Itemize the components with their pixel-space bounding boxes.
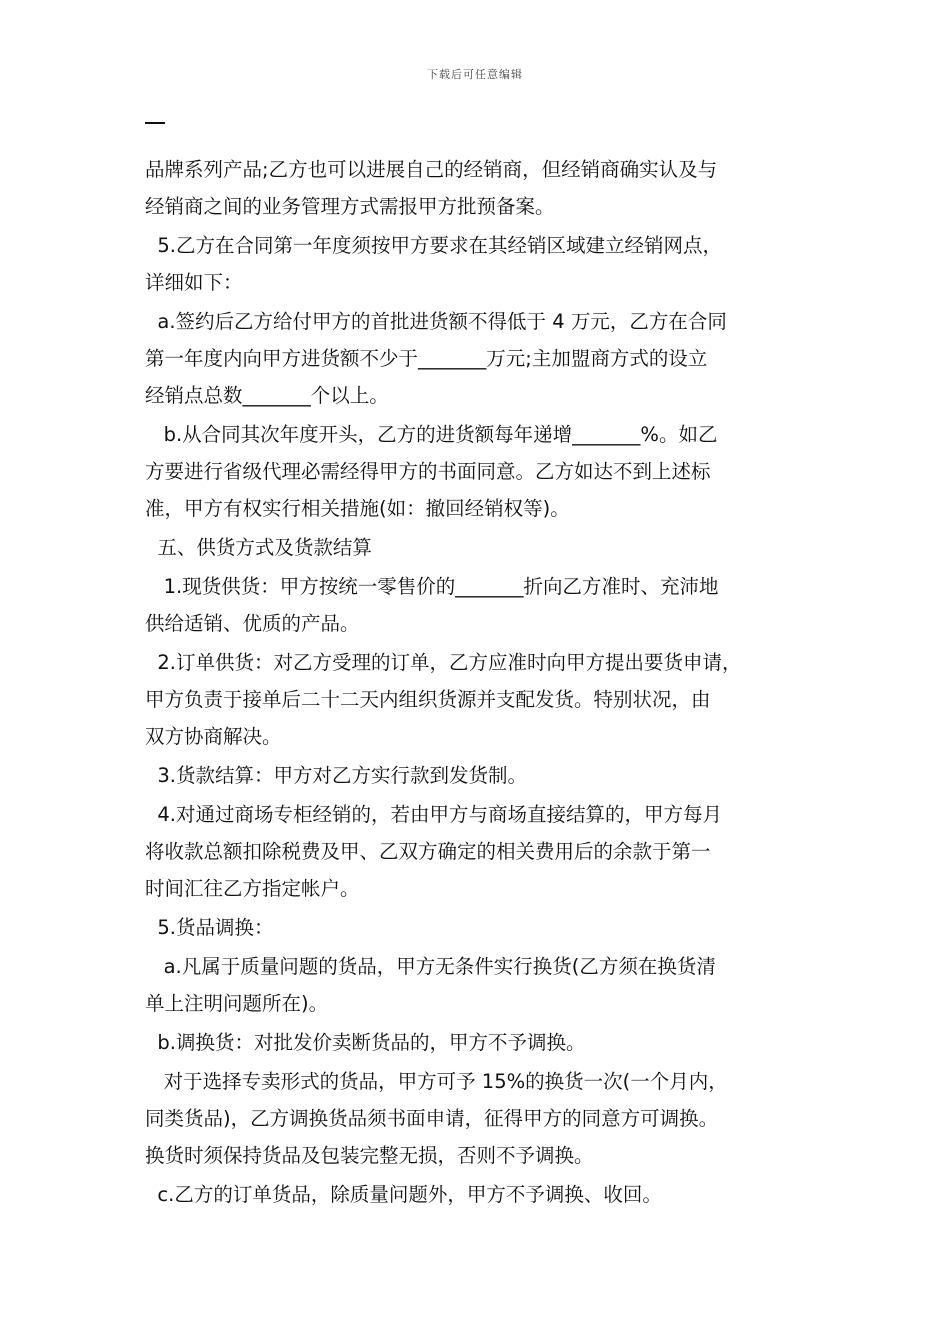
paragraph	[145, 757, 807, 794]
text-line: 3.货款结算：甲方对乙方实行款到发货制。	[145, 764, 528, 787]
text-line: 详细如下：	[145, 271, 243, 294]
text-line: b.从合同其次年度开头，乙方的进货额每年递增_______%。如乙	[145, 423, 718, 446]
paragraph	[145, 796, 807, 907]
paragraph	[145, 1176, 807, 1213]
text-line: 5.乙方在合同第一年度须按甲方要求在其经销区域建立经销网点，	[145, 234, 723, 257]
paragraph	[145, 948, 807, 1022]
text-line: 将收款总额扣除税费及甲、乙双方确定的相关费用后的余款于第一	[145, 840, 711, 863]
paragraph	[145, 227, 807, 301]
text-line: 品牌系列产品;乙方也可以进展自己的经销商，但经销商确实认及与	[145, 158, 718, 181]
text-line: 换货时须保持货品及包装完整无损，否则不予调换。	[145, 1144, 594, 1167]
document-body	[145, 151, 807, 1213]
text-line: 2.订单供货：对乙方受理的订单，乙方应准时向甲方提出要货申请，	[145, 651, 742, 674]
text-line: 经销商之间的业务管理方式需报甲方批预备案。	[145, 195, 555, 218]
paragraph	[145, 416, 807, 527]
paragraph	[145, 909, 807, 946]
text-line: c.乙方的订单货品，除质量问题外，甲方不予调换、收回。	[145, 1183, 662, 1206]
text-line: 同类货品)，乙方调换货品须书面申请，征得甲方的同意方可调换。	[145, 1107, 719, 1130]
text-line: 4.对通过商场专柜经销的，若由甲方与商场直接结算的，甲方每月	[145, 803, 723, 826]
text-line: 对于选择专卖形式的货品，甲方可予 15%的换货一次(一个月内，	[145, 1070, 728, 1093]
text-line: 时间汇往乙方指定帐户。	[145, 877, 360, 900]
page-header: 下载后可任意编辑	[427, 68, 523, 81]
text-line: 第一年度内向甲方进货额不少于_______万元;主加盟商方式的设立	[145, 347, 708, 370]
text-line: 1.现货供货：甲方按统一零售价的_______折向乙方准时、充沛地	[145, 575, 719, 598]
continuation-dash	[145, 122, 165, 124]
text-line: a.签约后乙方给付甲方的首批进货额不得低于 4 万元，乙方在合同	[145, 310, 727, 333]
text-line: a.凡属于质量问题的货品，甲方无条件实行换货(乙方须在换货清	[145, 955, 716, 978]
text-line: 单上注明问题所在)。	[145, 992, 329, 1015]
text-line: 甲方负责于接单后二十二天内组织货源并支配发货。特别状况，由	[145, 688, 711, 711]
text-line: 供给适销、优质的产品。	[145, 612, 360, 635]
text-line: 五、供货方式及货款结算	[145, 536, 372, 559]
text-line: 5.货品调换：	[145, 916, 274, 939]
text-line: b.调换货：对批发价卖断货品的，甲方不予调换。	[145, 1031, 586, 1054]
paragraph	[145, 644, 807, 755]
paragraph	[145, 568, 807, 642]
paragraph	[145, 151, 807, 225]
text-line: 经销点总数_______个以上。	[145, 384, 389, 407]
text-line: 双方协商解决。	[145, 725, 282, 748]
paragraph	[145, 1063, 807, 1174]
text-line: 方要进行省级代理必需经得甲方的书面同意。乙方如达不到上述标	[145, 460, 711, 483]
paragraph	[145, 303, 807, 414]
paragraph	[145, 529, 807, 566]
paragraph	[145, 1024, 807, 1061]
text-line: 准，甲方有权实行相关措施(如：撤回经销权等)。	[145, 497, 570, 520]
